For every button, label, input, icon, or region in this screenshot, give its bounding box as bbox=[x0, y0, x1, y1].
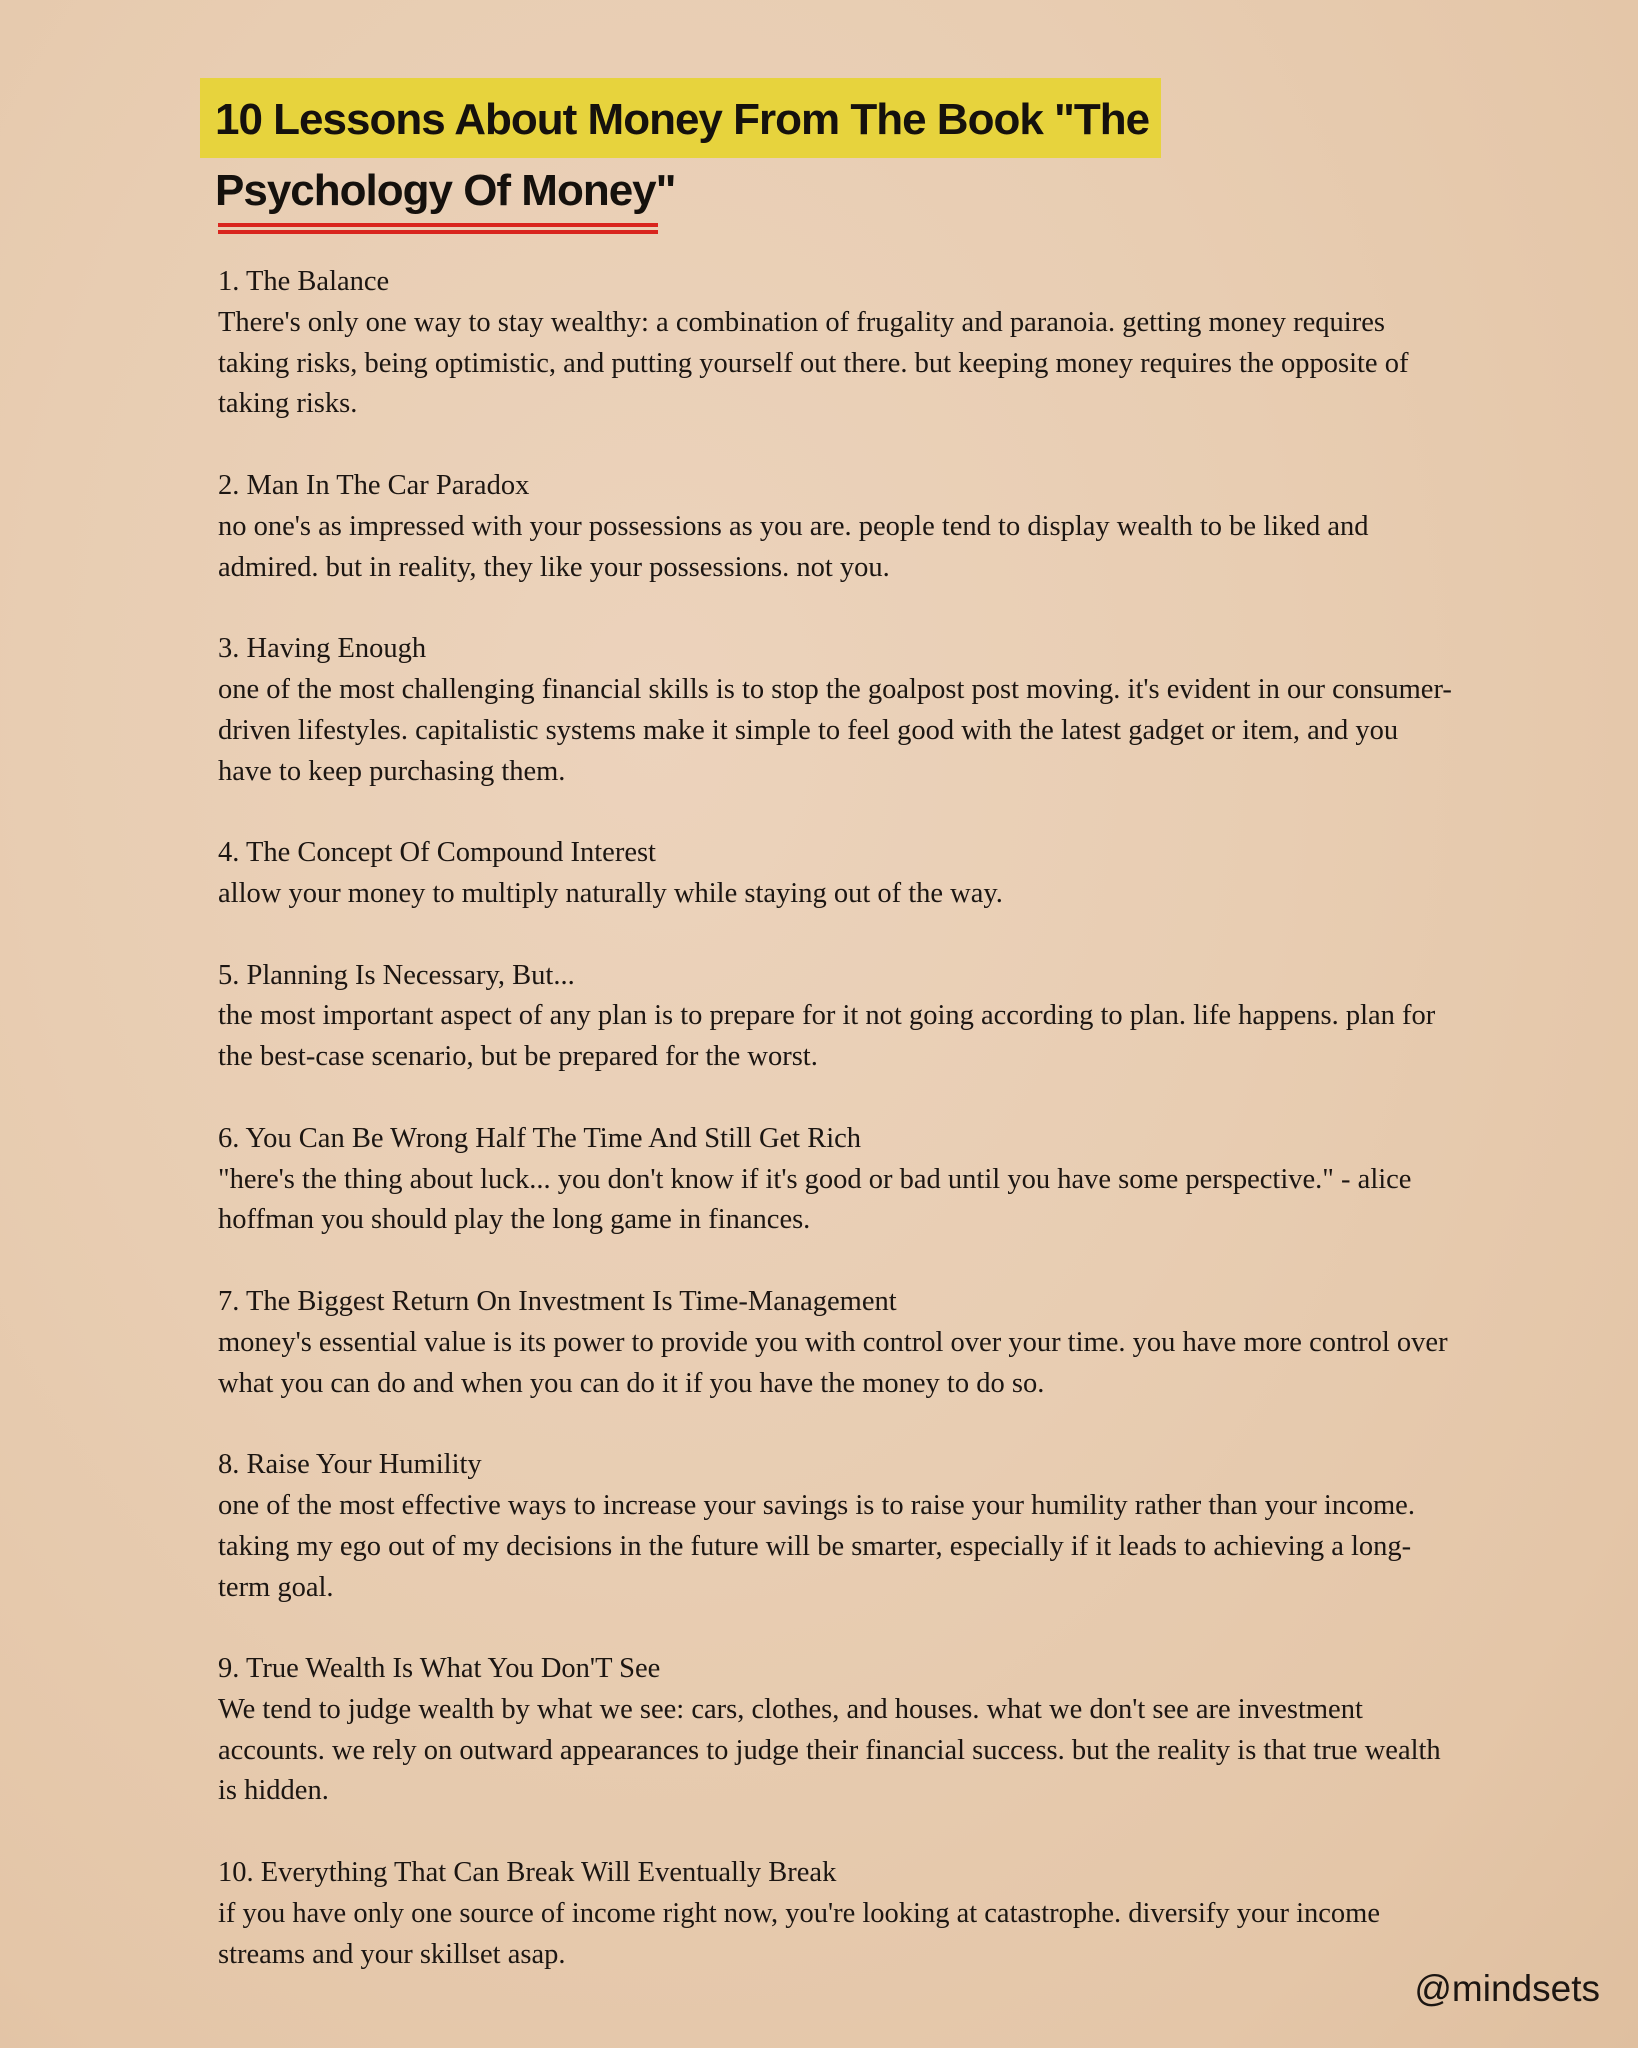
lesson-title: 3. Having Enough bbox=[218, 633, 427, 665]
lesson-title: 4. The Concept Of Compound Interest bbox=[218, 837, 656, 869]
underline-bar-top bbox=[218, 223, 658, 227]
underline-bar-bottom bbox=[218, 230, 658, 234]
lesson-item bbox=[218, 1649, 1458, 1812]
title-line-1: 10 Lessons About Money From The Book "The bbox=[200, 78, 1161, 158]
lesson-item bbox=[218, 1445, 1458, 1608]
lesson-title: 7. The Biggest Return On Investment Is Time-Management bbox=[218, 1285, 897, 1317]
page-title bbox=[200, 78, 1200, 220]
lesson-title: 10. Everything That Can Break Will Eventually Break bbox=[218, 1857, 837, 1889]
lessons-list bbox=[218, 262, 1458, 2016]
lesson-body: no one's as impressed with your possessions as you are. people tend to display wealth to be liked and admired. but in reality, they like your possessions. not you. bbox=[218, 510, 1369, 583]
lesson-body: one of the most effective ways to increase your savings is to raise your humility rather than your income. taking my ego out of my decisions in the future will be smarter, especially if it leads to achieving a long-term goal. bbox=[218, 1489, 1415, 1603]
lesson-title: 1. The Balance bbox=[218, 266, 390, 297]
lesson-title: 6. You Can Be Wrong Half The Time And Still Get Rich bbox=[218, 1122, 862, 1154]
lesson-body: if you have only one source of income right now, you're looking at catastrophe. diversify your income streams and your skillset asap. bbox=[218, 1897, 1380, 1970]
lesson-item bbox=[218, 1853, 1458, 1975]
lesson-body: money's essential value is its power to provide you with control over your time. you have more control over what you can do and when you can do it if you have the money to do so. bbox=[218, 1326, 1448, 1399]
title-underline bbox=[218, 223, 658, 235]
lesson-item bbox=[218, 466, 1458, 588]
lesson-title: 2. Man In The Car Paradox bbox=[218, 469, 530, 501]
lesson-title: 8. Raise Your Humility bbox=[218, 1449, 482, 1481]
lesson-body: We tend to judge wealth by what we see: cars, clothes, and houses. what we don't see are investment accounts. we rely on outward appearances to judge their financial success. but the reality is that true wealth is hidden. bbox=[218, 1693, 1441, 1807]
lesson-item bbox=[218, 262, 1458, 425]
lesson-body: There's only one way to stay wealthy: a combination of frugality and paranoia. getting money requires taking risks, being optimistic, and putting yourself out there. but keeping money requires the opposite of taking risks. bbox=[218, 306, 1409, 420]
lesson-title: 9. True Wealth Is What You Don'T See bbox=[218, 1653, 661, 1685]
lesson-body: allow your money to multiply naturally while staying out of the way. bbox=[218, 877, 1003, 909]
lesson-body: one of the most challenging financial skills is to stop the goalpost post moving. it's evident in our consumer-driven lifestyles. capitalistic systems make it simple to feel good with the latest gadget or item, and you have to keep purchasing them. bbox=[218, 673, 1452, 787]
lesson-body: the most important aspect of any plan is to prepare for it not going according to plan. life happens. plan for the best-case scenario, but be prepared for the worst. bbox=[218, 1000, 1436, 1073]
lesson-item bbox=[218, 956, 1458, 1078]
lesson-body: "here's the thing about luck... you don't know if it's good or bad until you have some perspective." - alice hoffman you should play the long game in finances. bbox=[218, 1163, 1412, 1236]
author-handle: @mindsets bbox=[1414, 1968, 1600, 2009]
lesson-item bbox=[218, 833, 1458, 915]
lesson-title: 5. Planning Is Necessary, But... bbox=[218, 959, 575, 991]
title-line-2: Psychology Of Money" bbox=[215, 166, 676, 215]
lesson-item bbox=[218, 1119, 1458, 1241]
lesson-item bbox=[218, 629, 1458, 792]
lesson-item bbox=[218, 1282, 1458, 1404]
